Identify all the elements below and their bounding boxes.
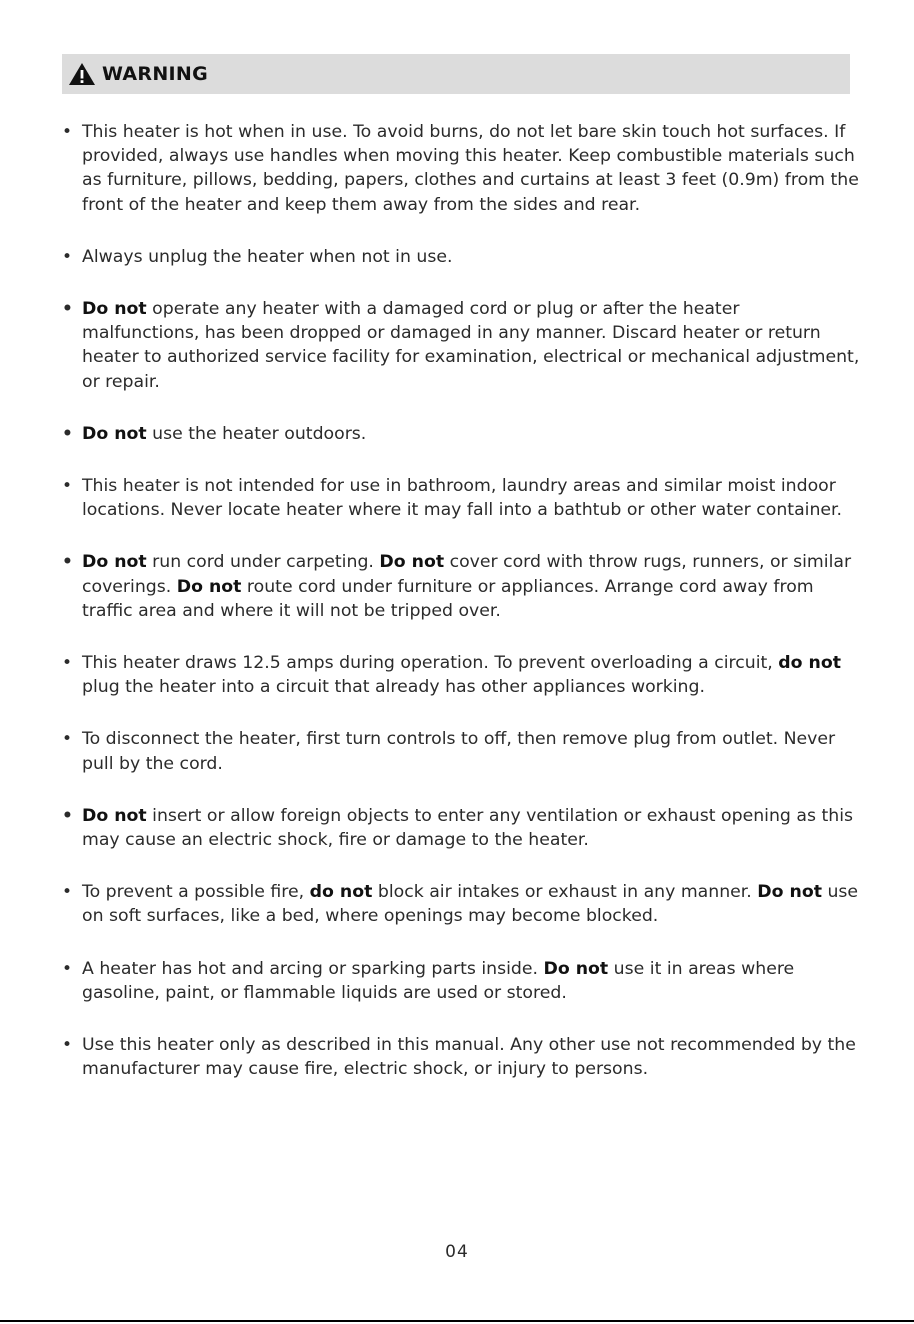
body-text: This heater is hot when in use. To avoid burns, do not let bare skin touch hot surfaces. If provided, always use handles when moving this heater. Keep combustible materials such as furniture, pillows, bedding, papers, clothes and curtains at least 3 feet (0.9m) from the front of the heater and keep them away from the sides and rear. xyxy=(82,122,859,215)
body-text: use it in areas where gasoline, paint, or flammable liquids are used or stored. xyxy=(82,958,795,1003)
body-text: run cord under carpeting. xyxy=(146,552,380,573)
body-text: route cord under furniture or appliances. Arrange cord away from traffic area and where it will not be tripped over. xyxy=(82,576,814,621)
bullet-point: • xyxy=(62,122,73,142)
warning-item xyxy=(62,804,862,852)
emphasis-text: do not xyxy=(778,653,841,674)
body-text: block air intakes or exhaust in any manner. xyxy=(372,882,758,903)
warning-title: WARNING xyxy=(102,63,209,85)
body-text: operate any heater with a damaged cord or plug or after the heater malfunctions, has been dropped or damaged in any manner. Discard heater or return heater to authorized service facility for examination, electrical or mechanical adjustment, or repair. xyxy=(82,299,860,392)
warning-item xyxy=(62,550,862,623)
bullet-point: • xyxy=(62,805,73,826)
warning-item xyxy=(62,245,862,269)
bullet-point: • xyxy=(62,729,73,750)
warning-item xyxy=(62,422,862,446)
warning-item xyxy=(62,1033,862,1081)
body-text: To disconnect the heater, first turn controls to off, then remove plug from outlet. Never pull by the cord. xyxy=(82,729,836,774)
body-text: plug the heater into a circuit that already has other appliances working. xyxy=(82,677,705,698)
warning-banner xyxy=(62,54,850,94)
bullet-point: • xyxy=(62,552,73,573)
body-text: use the heater outdoors. xyxy=(146,423,367,444)
emphasis-text: Do not xyxy=(176,576,242,597)
body-text: use on soft surfaces, like a bed, where openings may become blocked. xyxy=(82,882,859,927)
bullet-point: • xyxy=(62,423,73,444)
warning-item xyxy=(62,957,862,1005)
warning-item xyxy=(62,474,862,522)
emphasis-text: Do not xyxy=(757,882,822,903)
warning-item xyxy=(62,727,862,775)
body-text: This heater draws 12.5 amps during operation. To prevent overloading a circuit, xyxy=(82,653,779,674)
body-text: Use this heater only as described in this manual. Any other use not recommended by the manufacturer may cause fire, electric shock, or injury to persons. xyxy=(82,1035,856,1080)
emphasis-text: do not xyxy=(309,882,373,903)
body-text: To prevent a possible fire, xyxy=(82,882,310,903)
bullet-point: • xyxy=(62,958,73,979)
emphasis-text: Do not xyxy=(82,805,147,826)
body-text: A heater has hot and arcing or sparking parts inside. xyxy=(82,958,544,979)
bottom-rule xyxy=(0,1320,914,1322)
emphasis-text: Do not xyxy=(82,552,147,573)
warning-item xyxy=(62,120,862,217)
bullet-point: • xyxy=(62,299,73,320)
bullet-point: • xyxy=(62,653,73,674)
body-text: This heater is not intended for use in bathroom, laundry areas and similar moist indoor locations. Never locate heater where it may fall into a bathtub or other water container. xyxy=(82,476,843,521)
warning-triangle-icon xyxy=(68,62,96,86)
bullet-point: • xyxy=(62,476,73,497)
warning-item xyxy=(62,880,862,928)
warning-item xyxy=(62,651,862,699)
emphasis-text: Do not xyxy=(543,958,609,979)
bullet-point: • xyxy=(62,246,73,267)
bullet-point: • xyxy=(62,1035,73,1056)
emphasis-text: Do not xyxy=(379,552,445,573)
body-text: cover cord with throw rugs, runners, or similar coverings. xyxy=(82,552,852,597)
emphasis-text: Do not xyxy=(82,299,147,320)
body-text: Always unplug the heater when not in use. xyxy=(82,246,453,267)
bullet-point: • xyxy=(62,882,73,903)
body-text: insert or allow foreign objects to enter any ventilation or exhaust opening as this may cause an electric shock, fire or damage to the heater. xyxy=(82,805,854,851)
page-number: 04 xyxy=(445,1242,469,1262)
warning-list xyxy=(62,120,862,1109)
emphasis-text: Do not xyxy=(82,423,147,444)
warning-item xyxy=(62,297,862,394)
